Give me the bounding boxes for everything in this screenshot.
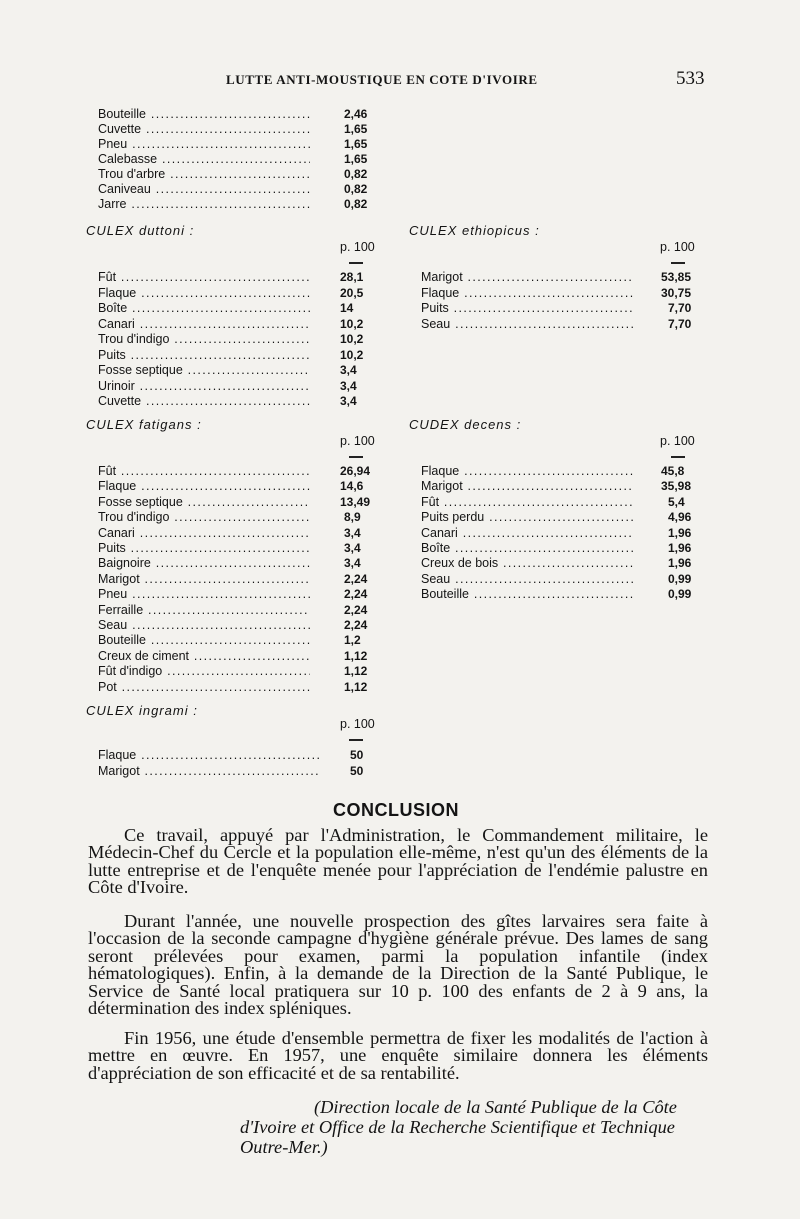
unit-label: p. 100 xyxy=(340,434,375,448)
table-row: Pneu ..... 2,24 xyxy=(98,587,378,602)
list-item: Pneu ..... 1,65 xyxy=(98,137,370,152)
table-row: Marigot ..... 2,24 xyxy=(98,572,378,587)
table-row: Fût ..... 26,94 xyxy=(98,464,378,479)
culex-fatigans-table xyxy=(98,464,398,696)
table-row: Seau ..... 7,70 xyxy=(421,317,701,332)
table-row: Fût d'indigo ..... 1,12 xyxy=(98,664,378,679)
table-row: Baignoire ..... 3,4 xyxy=(98,556,378,571)
page-header xyxy=(0,68,800,92)
table-row: Ferraille ..... 2,24 xyxy=(98,603,378,618)
table-row: Canari ..... 10,2 xyxy=(98,317,378,332)
table-row: Fût ..... 5,4 xyxy=(421,495,701,510)
running-title: LUTTE ANTI-MOUSTIQUE EN COTE D'IVOIRE xyxy=(226,72,538,87)
paragraph: Durant l'année, une nouvelle prospection des gîtes larvaires sera faite à l'occasion de la seconde campagne d'hygiène générale prévue. Des lames de sang seront prélevées pour examen, parmi la population infantile (index hématologiques). Enfin, à la demande de la Direction de la Santé Publique, le Service de Santé local pratiquera sur 10 p. 100 des enfants de 2 à 9 ans, la détermination des index spléniques. xyxy=(88,911,708,1019)
table-row: Bouteille ..... 1,2 xyxy=(98,633,378,648)
table-row: Marigot ..... 53,85 xyxy=(421,270,701,285)
species-title: CULEX duttoni : xyxy=(86,223,195,238)
list-item: Calebasse ..... 1,65 xyxy=(98,152,370,167)
table-row: Seau ..... 2,24 xyxy=(98,618,378,633)
divider xyxy=(671,262,685,264)
table-row: Cuvette ..... 3,4 xyxy=(98,394,378,409)
table-row: Bouteille ..... 0,99 xyxy=(421,587,701,602)
conclusion-heading: CONCLUSION xyxy=(333,800,459,820)
table-row: Seau ..... 0,99 xyxy=(421,572,701,587)
table-row: Canari ..... 1,96 xyxy=(421,526,701,541)
table-row: Flaque ..... 14,6 xyxy=(98,479,378,494)
divider xyxy=(349,262,363,264)
list-item: Jarre ..... 0,82 xyxy=(98,197,370,212)
unit-label: p. 100 xyxy=(340,717,375,731)
table-row: Pot ..... 1,12 xyxy=(98,680,378,695)
unit-label: p. 100 xyxy=(340,240,375,254)
unit-label: p. 100 xyxy=(660,240,695,254)
table-row: Puits ..... 10,2 xyxy=(98,348,378,363)
list-item: Bouteille ..... 2,46 xyxy=(98,107,370,122)
table-row: Trou d'indigo ..... 10,2 xyxy=(98,332,378,347)
table-row: Flaque ..... 45,8 xyxy=(421,464,701,479)
divider xyxy=(671,456,685,458)
species-title: CULEX ethiopicus : xyxy=(409,223,540,238)
culex-ethiopicus-table xyxy=(421,270,711,335)
table-row: Creux de ciment ..... 1,12 xyxy=(98,649,378,664)
table-row: Puits perdu ..... 4,96 xyxy=(421,510,701,525)
unit-label: p. 100 xyxy=(660,434,695,448)
table-row: Fût ..... 28,1 xyxy=(98,270,378,285)
table-row: Marigot ..... 35,98 xyxy=(421,479,701,494)
table-row: Puits ..... 7,70 xyxy=(421,301,701,316)
table-row: Creux de bois ..... 1,96 xyxy=(421,556,701,571)
table-row: Fosse septique ..... 3,4 xyxy=(98,363,378,378)
culex-ingrami-table xyxy=(98,748,398,780)
table-row: Canari ..... 3,4 xyxy=(98,526,378,541)
species-title: CULEX fatigans : xyxy=(86,417,202,432)
list-item: Trou d'arbre ..... 0,82 xyxy=(98,167,370,182)
species-title: CULEX ingrami : xyxy=(86,703,198,718)
table-row: Urinoir ..... 3,4 xyxy=(98,379,378,394)
table-row: Flaque ..... 50 xyxy=(98,748,378,763)
table-row: Fosse septique ..... 13,49 xyxy=(98,495,378,510)
list-item: Caniveau ..... 0,82 xyxy=(98,182,370,197)
table-row: Boîte ..... 1,96 xyxy=(421,541,701,556)
table-row: Flaque ..... 20,5 xyxy=(98,286,378,301)
paragraph: Fin 1956, une étude d'ensemble permettra de fixer les modalités de l'action à mettre en œuvre. En 1957, une enquête similaire donnera les éléments d'appréciation de son efficacité et de sa rentabilité. xyxy=(88,1028,708,1083)
table-row: Puits ..... 3,4 xyxy=(98,541,378,556)
culex-duttoni-table xyxy=(98,270,398,410)
signature: (Direction locale de la Santé Publique de la Côte d'Ivoire et Office de la Recherche Scientifique et Technique Outre-Mer.) xyxy=(240,1097,677,1157)
table-row: Marigot ..... 50 xyxy=(98,764,378,779)
divider xyxy=(349,739,363,741)
table-row: Flaque ..... 30,75 xyxy=(421,286,701,301)
table-row: Boîte ..... 14 xyxy=(98,301,378,316)
cudex-decens-table xyxy=(421,464,711,604)
list-item: Cuvette ..... 1,65 xyxy=(98,122,370,137)
divider xyxy=(349,456,363,458)
paragraph: Ce travail, appuyé par l'Administration, le Commandement militaire, le Médecin-Chef du Cercle et la population elle-même, n'est qu'un des éléments de la lutte entreprise et de l'enquête menée pour l'appréciation de l'endémie palustre en Côte d'Ivoire. xyxy=(88,825,708,898)
page-number: 533 xyxy=(676,68,705,89)
top-list xyxy=(98,107,398,217)
species-title: CUDEX decens : xyxy=(409,417,522,432)
table-row: Trou d'indigo ..... 8,9 xyxy=(98,510,378,525)
